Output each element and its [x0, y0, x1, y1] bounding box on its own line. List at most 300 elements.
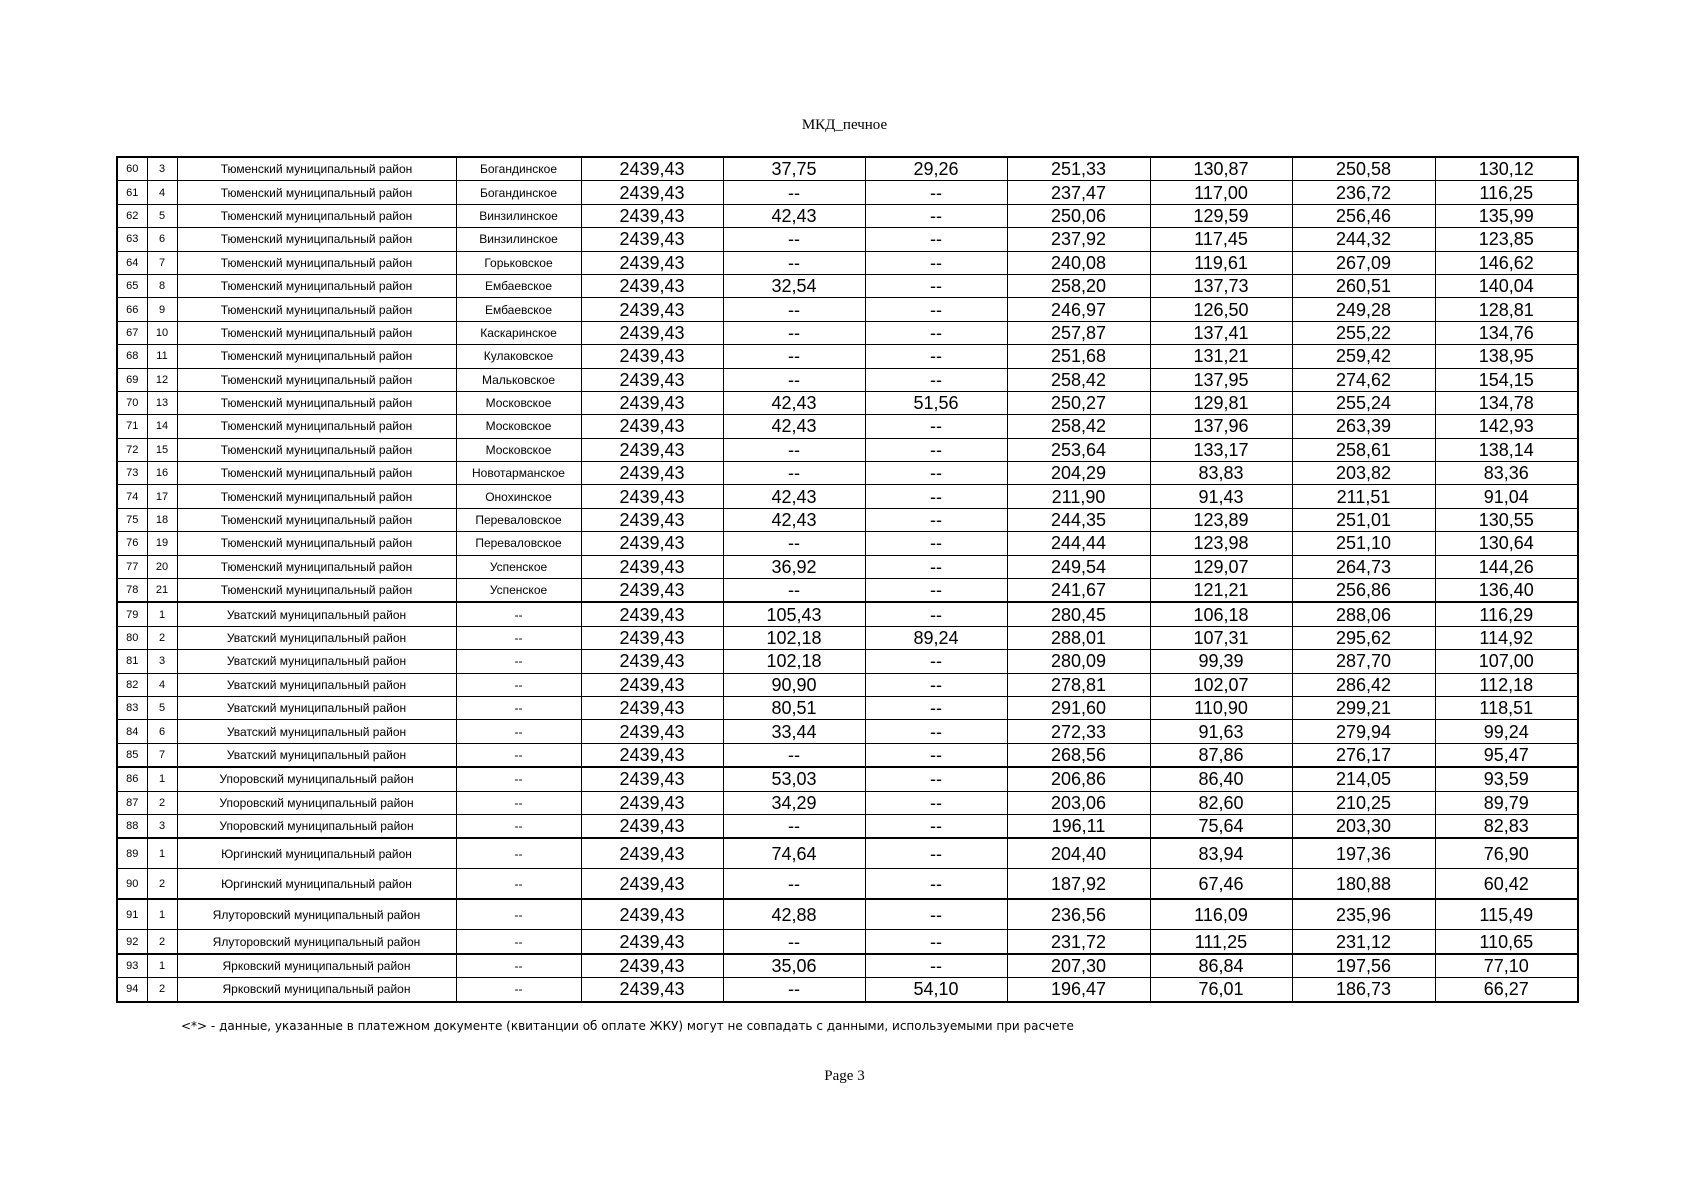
value-cell-7: 83,36	[1435, 462, 1578, 485]
value-cell-3: --	[865, 814, 1007, 838]
value-cell-5: 99,39	[1150, 650, 1292, 673]
sub-number-cell: 1	[147, 899, 177, 930]
sub-number-cell: 11	[147, 345, 177, 368]
sub-number-cell: 12	[147, 368, 177, 391]
district-cell: Тюменский муниципальный район	[177, 228, 456, 251]
settlement-cell: Онохинское	[456, 485, 581, 508]
value-cell-7: 93,59	[1435, 767, 1578, 791]
value-cell-6: 236,72	[1292, 181, 1435, 204]
row-number-cell: 64	[117, 251, 147, 274]
value-cell-3: --	[865, 508, 1007, 531]
value-cell-3: --	[865, 602, 1007, 626]
value-cell-5: 83,94	[1150, 838, 1292, 869]
value-cell-5: 137,96	[1150, 415, 1292, 438]
value-cell-3: --	[865, 298, 1007, 321]
value-cell-4: 241,67	[1007, 579, 1150, 603]
value-cell-5: 137,95	[1150, 368, 1292, 391]
table-row	[117, 298, 1578, 321]
value-cell-1: 2439,43	[581, 720, 723, 743]
table-row	[117, 838, 1578, 869]
value-cell-3: --	[865, 791, 1007, 814]
value-cell-1: 2439,43	[581, 899, 723, 930]
value-cell-4: 211,90	[1007, 485, 1150, 508]
value-cell-1: 2439,43	[581, 438, 723, 461]
row-number-cell: 73	[117, 462, 147, 485]
value-cell-1: 2439,43	[581, 204, 723, 227]
district-cell: Тюменский муниципальный район	[177, 532, 456, 555]
row-number-cell: 94	[117, 978, 147, 1002]
table-row	[117, 345, 1578, 368]
value-cell-1: 2439,43	[581, 274, 723, 297]
settlement-cell: Ембаевское	[456, 298, 581, 321]
value-cell-1: 2439,43	[581, 696, 723, 719]
value-cell-2: --	[723, 321, 865, 344]
value-cell-1: 2439,43	[581, 602, 723, 626]
table-row	[117, 181, 1578, 204]
district-cell: Тюменский муниципальный район	[177, 181, 456, 204]
district-cell: Уватский муниципальный район	[177, 720, 456, 743]
table-row	[117, 251, 1578, 274]
sub-number-cell: 10	[147, 321, 177, 344]
value-cell-2: --	[723, 978, 865, 1002]
row-number-cell: 62	[117, 204, 147, 227]
district-cell: Тюменский муниципальный район	[177, 415, 456, 438]
value-cell-3: --	[865, 204, 1007, 227]
value-cell-5: 117,00	[1150, 181, 1292, 204]
value-cell-1: 2439,43	[581, 228, 723, 251]
value-cell-4: 196,11	[1007, 814, 1150, 838]
value-cell-2: 34,29	[723, 791, 865, 814]
value-cell-4: 249,54	[1007, 555, 1150, 578]
value-cell-2: --	[723, 579, 865, 603]
sub-number-cell: 1	[147, 838, 177, 869]
value-cell-5: 86,40	[1150, 767, 1292, 791]
value-cell-6: 260,51	[1292, 274, 1435, 297]
table-row	[117, 462, 1578, 485]
settlement-cell: Московское	[456, 391, 581, 414]
value-cell-4: 237,47	[1007, 181, 1150, 204]
value-cell-7: 140,04	[1435, 274, 1578, 297]
value-cell-4: 258,20	[1007, 274, 1150, 297]
value-cell-6: 211,51	[1292, 485, 1435, 508]
row-number-cell: 86	[117, 767, 147, 791]
row-number-cell: 72	[117, 438, 147, 461]
value-cell-7: 118,51	[1435, 696, 1578, 719]
value-cell-5: 129,07	[1150, 555, 1292, 578]
row-number-cell: 85	[117, 743, 147, 767]
value-cell-5: 129,59	[1150, 204, 1292, 227]
value-cell-6: 255,22	[1292, 321, 1435, 344]
settlement-cell: --	[456, 899, 581, 930]
value-cell-2: --	[723, 228, 865, 251]
table-row	[117, 485, 1578, 508]
value-cell-6: 203,30	[1292, 814, 1435, 838]
value-cell-4: 253,64	[1007, 438, 1150, 461]
value-cell-1: 2439,43	[581, 485, 723, 508]
value-cell-4: 251,68	[1007, 345, 1150, 368]
value-cell-7: 123,85	[1435, 228, 1578, 251]
value-cell-6: 249,28	[1292, 298, 1435, 321]
value-cell-6: 180,88	[1292, 869, 1435, 900]
value-cell-6: 288,06	[1292, 602, 1435, 626]
value-cell-3: --	[865, 899, 1007, 930]
value-cell-4: 251,33	[1007, 157, 1150, 181]
table-row	[117, 930, 1578, 954]
row-number-cell: 63	[117, 228, 147, 251]
table-row	[117, 508, 1578, 531]
value-cell-5: 123,98	[1150, 532, 1292, 555]
table-row	[117, 368, 1578, 391]
sub-number-cell: 1	[147, 602, 177, 626]
value-cell-1: 2439,43	[581, 532, 723, 555]
district-cell: Упоровский муниципальный район	[177, 814, 456, 838]
settlement-cell: --	[456, 720, 581, 743]
value-cell-2: --	[723, 814, 865, 838]
sub-number-cell: 21	[147, 579, 177, 603]
value-cell-3: --	[865, 696, 1007, 719]
value-cell-7: 136,40	[1435, 579, 1578, 603]
district-cell: Ялуторовский муниципальный район	[177, 930, 456, 954]
value-cell-7: 134,78	[1435, 391, 1578, 414]
value-cell-4: 278,81	[1007, 673, 1150, 696]
sub-number-cell: 3	[147, 650, 177, 673]
value-cell-7: 112,18	[1435, 673, 1578, 696]
value-cell-1: 2439,43	[581, 626, 723, 649]
tariff-table	[116, 156, 1579, 1003]
value-cell-7: 128,81	[1435, 298, 1578, 321]
sub-number-cell: 9	[147, 298, 177, 321]
district-cell: Тюменский муниципальный район	[177, 485, 456, 508]
value-cell-7: 146,62	[1435, 251, 1578, 274]
sub-number-cell: 16	[147, 462, 177, 485]
settlement-cell: Богандинское	[456, 157, 581, 181]
sub-number-cell: 1	[147, 954, 177, 978]
settlement-cell: Богандинское	[456, 181, 581, 204]
settlement-cell: Успенское	[456, 579, 581, 603]
sub-number-cell: 8	[147, 274, 177, 297]
value-cell-6: 287,70	[1292, 650, 1435, 673]
table-row	[117, 157, 1578, 181]
settlement-cell: --	[456, 930, 581, 954]
sub-number-cell: 1	[147, 767, 177, 791]
value-cell-6: 235,96	[1292, 899, 1435, 930]
settlement-cell: --	[456, 673, 581, 696]
table-row	[117, 391, 1578, 414]
value-cell-3: --	[865, 579, 1007, 603]
district-cell: Уватский муниципальный район	[177, 696, 456, 719]
district-cell: Тюменский муниципальный район	[177, 298, 456, 321]
district-cell: Ялуторовский муниципальный район	[177, 899, 456, 930]
row-number-cell: 88	[117, 814, 147, 838]
value-cell-3: 51,56	[865, 391, 1007, 414]
sub-number-cell: 2	[147, 626, 177, 649]
value-cell-6: 256,46	[1292, 204, 1435, 227]
district-cell: Тюменский муниципальный район	[177, 438, 456, 461]
value-cell-7: 82,83	[1435, 814, 1578, 838]
value-cell-4: 268,56	[1007, 743, 1150, 767]
district-cell: Уватский муниципальный район	[177, 650, 456, 673]
value-cell-3: --	[865, 274, 1007, 297]
value-cell-7: 142,93	[1435, 415, 1578, 438]
table-row	[117, 532, 1578, 555]
settlement-cell: Винзилинское	[456, 204, 581, 227]
table-row	[117, 791, 1578, 814]
settlement-cell: Московское	[456, 415, 581, 438]
value-cell-4: 204,29	[1007, 462, 1150, 485]
value-cell-5: 111,25	[1150, 930, 1292, 954]
sub-number-cell: 19	[147, 532, 177, 555]
settlement-cell: Ембаевское	[456, 274, 581, 297]
value-cell-5: 131,21	[1150, 345, 1292, 368]
value-cell-6: 231,12	[1292, 930, 1435, 954]
value-cell-4: 288,01	[1007, 626, 1150, 649]
settlement-cell: --	[456, 791, 581, 814]
value-cell-3: --	[865, 462, 1007, 485]
row-number-cell: 83	[117, 696, 147, 719]
row-number-cell: 81	[117, 650, 147, 673]
value-cell-2: 53,03	[723, 767, 865, 791]
row-number-cell: 90	[117, 869, 147, 900]
settlement-cell: Кулаковское	[456, 345, 581, 368]
value-cell-4: 244,35	[1007, 508, 1150, 531]
value-cell-4: 257,87	[1007, 321, 1150, 344]
value-cell-1: 2439,43	[581, 673, 723, 696]
value-cell-7: 130,55	[1435, 508, 1578, 531]
sub-number-cell: 5	[147, 204, 177, 227]
value-cell-2: 80,51	[723, 696, 865, 719]
value-cell-2: --	[723, 743, 865, 767]
table-row	[117, 415, 1578, 438]
value-cell-6: 286,42	[1292, 673, 1435, 696]
value-cell-1: 2439,43	[581, 954, 723, 978]
value-cell-6: 251,01	[1292, 508, 1435, 531]
value-cell-1: 2439,43	[581, 462, 723, 485]
district-cell: Тюменский муниципальный район	[177, 345, 456, 368]
value-cell-4: 246,97	[1007, 298, 1150, 321]
value-cell-5: 130,87	[1150, 157, 1292, 181]
value-cell-1: 2439,43	[581, 930, 723, 954]
table-row	[117, 954, 1578, 978]
value-cell-1: 2439,43	[581, 391, 723, 414]
value-cell-6: 274,62	[1292, 368, 1435, 391]
value-cell-1: 2439,43	[581, 368, 723, 391]
value-cell-3: --	[865, 532, 1007, 555]
district-cell: Упоровский муниципальный район	[177, 767, 456, 791]
value-cell-4: 236,56	[1007, 899, 1150, 930]
value-cell-1: 2439,43	[581, 157, 723, 181]
value-cell-2: 36,92	[723, 555, 865, 578]
value-cell-4: 237,92	[1007, 228, 1150, 251]
sub-number-cell: 2	[147, 930, 177, 954]
value-cell-2: 102,18	[723, 650, 865, 673]
value-cell-6: 203,82	[1292, 462, 1435, 485]
value-cell-5: 119,61	[1150, 251, 1292, 274]
value-cell-3: --	[865, 743, 1007, 767]
value-cell-3: --	[865, 767, 1007, 791]
value-cell-2: --	[723, 368, 865, 391]
settlement-cell: --	[456, 650, 581, 673]
value-cell-7: 130,64	[1435, 532, 1578, 555]
district-cell: Тюменский муниципальный район	[177, 204, 456, 227]
table-row	[117, 743, 1578, 767]
value-cell-4: 258,42	[1007, 368, 1150, 391]
value-cell-2: --	[723, 869, 865, 900]
table-row	[117, 228, 1578, 251]
district-cell: Тюменский муниципальный район	[177, 508, 456, 531]
value-cell-3: --	[865, 251, 1007, 274]
value-cell-4: 291,60	[1007, 696, 1150, 719]
value-cell-5: 137,73	[1150, 274, 1292, 297]
sub-number-cell: 15	[147, 438, 177, 461]
value-cell-5: 91,43	[1150, 485, 1292, 508]
sub-number-cell: 3	[147, 157, 177, 181]
value-cell-4: 206,86	[1007, 767, 1150, 791]
table-row	[117, 814, 1578, 838]
value-cell-5: 86,84	[1150, 954, 1292, 978]
district-cell: Тюменский муниципальный район	[177, 251, 456, 274]
value-cell-7: 76,90	[1435, 838, 1578, 869]
value-cell-2: --	[723, 532, 865, 555]
value-cell-2: --	[723, 345, 865, 368]
settlement-cell: Новотарманское	[456, 462, 581, 485]
value-cell-1: 2439,43	[581, 838, 723, 869]
settlement-cell: --	[456, 602, 581, 626]
value-cell-5: 75,64	[1150, 814, 1292, 838]
sub-number-cell: 5	[147, 696, 177, 719]
district-cell: Ярковский муниципальный район	[177, 978, 456, 1002]
settlement-cell: --	[456, 626, 581, 649]
value-cell-6: 299,21	[1292, 696, 1435, 719]
value-cell-3: --	[865, 720, 1007, 743]
value-cell-2: --	[723, 462, 865, 485]
value-cell-4: 203,06	[1007, 791, 1150, 814]
value-cell-5: 102,07	[1150, 673, 1292, 696]
value-cell-4: 280,09	[1007, 650, 1150, 673]
value-cell-7: 130,12	[1435, 157, 1578, 181]
sub-number-cell: 14	[147, 415, 177, 438]
value-cell-4: 250,06	[1007, 204, 1150, 227]
value-cell-2: 33,44	[723, 720, 865, 743]
value-cell-5: 117,45	[1150, 228, 1292, 251]
value-cell-1: 2439,43	[581, 321, 723, 344]
value-cell-7: 134,76	[1435, 321, 1578, 344]
row-number-cell: 60	[117, 157, 147, 181]
value-cell-5: 129,81	[1150, 391, 1292, 414]
value-cell-4: 231,72	[1007, 930, 1150, 954]
district-cell: Уватский муниципальный район	[177, 626, 456, 649]
row-number-cell: 89	[117, 838, 147, 869]
value-cell-7: 107,00	[1435, 650, 1578, 673]
district-cell: Тюменский муниципальный район	[177, 321, 456, 344]
value-cell-2: 42,43	[723, 391, 865, 414]
value-cell-6: 210,25	[1292, 791, 1435, 814]
value-cell-6: 264,73	[1292, 555, 1435, 578]
value-cell-3: --	[865, 673, 1007, 696]
table-row	[117, 204, 1578, 227]
row-number-cell: 70	[117, 391, 147, 414]
sub-number-cell: 17	[147, 485, 177, 508]
value-cell-7: 115,49	[1435, 899, 1578, 930]
settlement-cell: Московское	[456, 438, 581, 461]
settlement-cell: Каскаринское	[456, 321, 581, 344]
row-number-cell: 79	[117, 602, 147, 626]
value-cell-3: --	[865, 345, 1007, 368]
row-number-cell: 69	[117, 368, 147, 391]
table-row	[117, 696, 1578, 719]
district-cell: Тюменский муниципальный район	[177, 579, 456, 603]
value-cell-6: 267,09	[1292, 251, 1435, 274]
sub-number-cell: 4	[147, 181, 177, 204]
row-number-cell: 66	[117, 298, 147, 321]
value-cell-7: 110,65	[1435, 930, 1578, 954]
value-cell-2: --	[723, 930, 865, 954]
value-cell-2: --	[723, 438, 865, 461]
value-cell-3: --	[865, 228, 1007, 251]
value-cell-2: --	[723, 298, 865, 321]
value-cell-7: 138,14	[1435, 438, 1578, 461]
value-cell-7: 89,79	[1435, 791, 1578, 814]
value-cell-7: 116,29	[1435, 602, 1578, 626]
district-cell: Тюменский муниципальный район	[177, 555, 456, 578]
value-cell-3: --	[865, 838, 1007, 869]
value-cell-2: 42,43	[723, 508, 865, 531]
value-cell-2: 42,88	[723, 899, 865, 930]
sub-number-cell: 13	[147, 391, 177, 414]
district-cell: Тюменский муниципальный район	[177, 368, 456, 391]
value-cell-6: 251,10	[1292, 532, 1435, 555]
table-row	[117, 321, 1578, 344]
table-row	[117, 274, 1578, 297]
value-cell-5: 106,18	[1150, 602, 1292, 626]
value-cell-7: 114,92	[1435, 626, 1578, 649]
value-cell-7: 60,42	[1435, 869, 1578, 900]
value-cell-5: 107,31	[1150, 626, 1292, 649]
value-cell-7: 144,26	[1435, 555, 1578, 578]
value-cell-6: 256,86	[1292, 579, 1435, 603]
value-cell-1: 2439,43	[581, 978, 723, 1002]
value-cell-5: 76,01	[1150, 978, 1292, 1002]
value-cell-1: 2439,43	[581, 508, 723, 531]
value-cell-2: 35,06	[723, 954, 865, 978]
value-cell-3: --	[865, 415, 1007, 438]
district-cell: Юргинский муниципальный район	[177, 869, 456, 900]
table-row	[117, 767, 1578, 791]
row-number-cell: 75	[117, 508, 147, 531]
row-number-cell: 82	[117, 673, 147, 696]
table-row	[117, 438, 1578, 461]
settlement-cell: --	[456, 869, 581, 900]
value-cell-6: 250,58	[1292, 157, 1435, 181]
value-cell-7: 154,15	[1435, 368, 1578, 391]
value-cell-2: --	[723, 181, 865, 204]
row-number-cell: 92	[117, 930, 147, 954]
value-cell-2: 74,64	[723, 838, 865, 869]
value-cell-6: 214,05	[1292, 767, 1435, 791]
value-cell-6: 255,24	[1292, 391, 1435, 414]
row-number-cell: 84	[117, 720, 147, 743]
sub-number-cell: 2	[147, 869, 177, 900]
table-row	[117, 899, 1578, 930]
value-cell-4: 187,92	[1007, 869, 1150, 900]
settlement-cell: --	[456, 696, 581, 719]
sub-number-cell: 18	[147, 508, 177, 531]
value-cell-1: 2439,43	[581, 791, 723, 814]
settlement-cell: --	[456, 838, 581, 869]
sub-number-cell: 7	[147, 743, 177, 767]
value-cell-2: 90,90	[723, 673, 865, 696]
value-cell-1: 2439,43	[581, 650, 723, 673]
value-cell-1: 2439,43	[581, 298, 723, 321]
